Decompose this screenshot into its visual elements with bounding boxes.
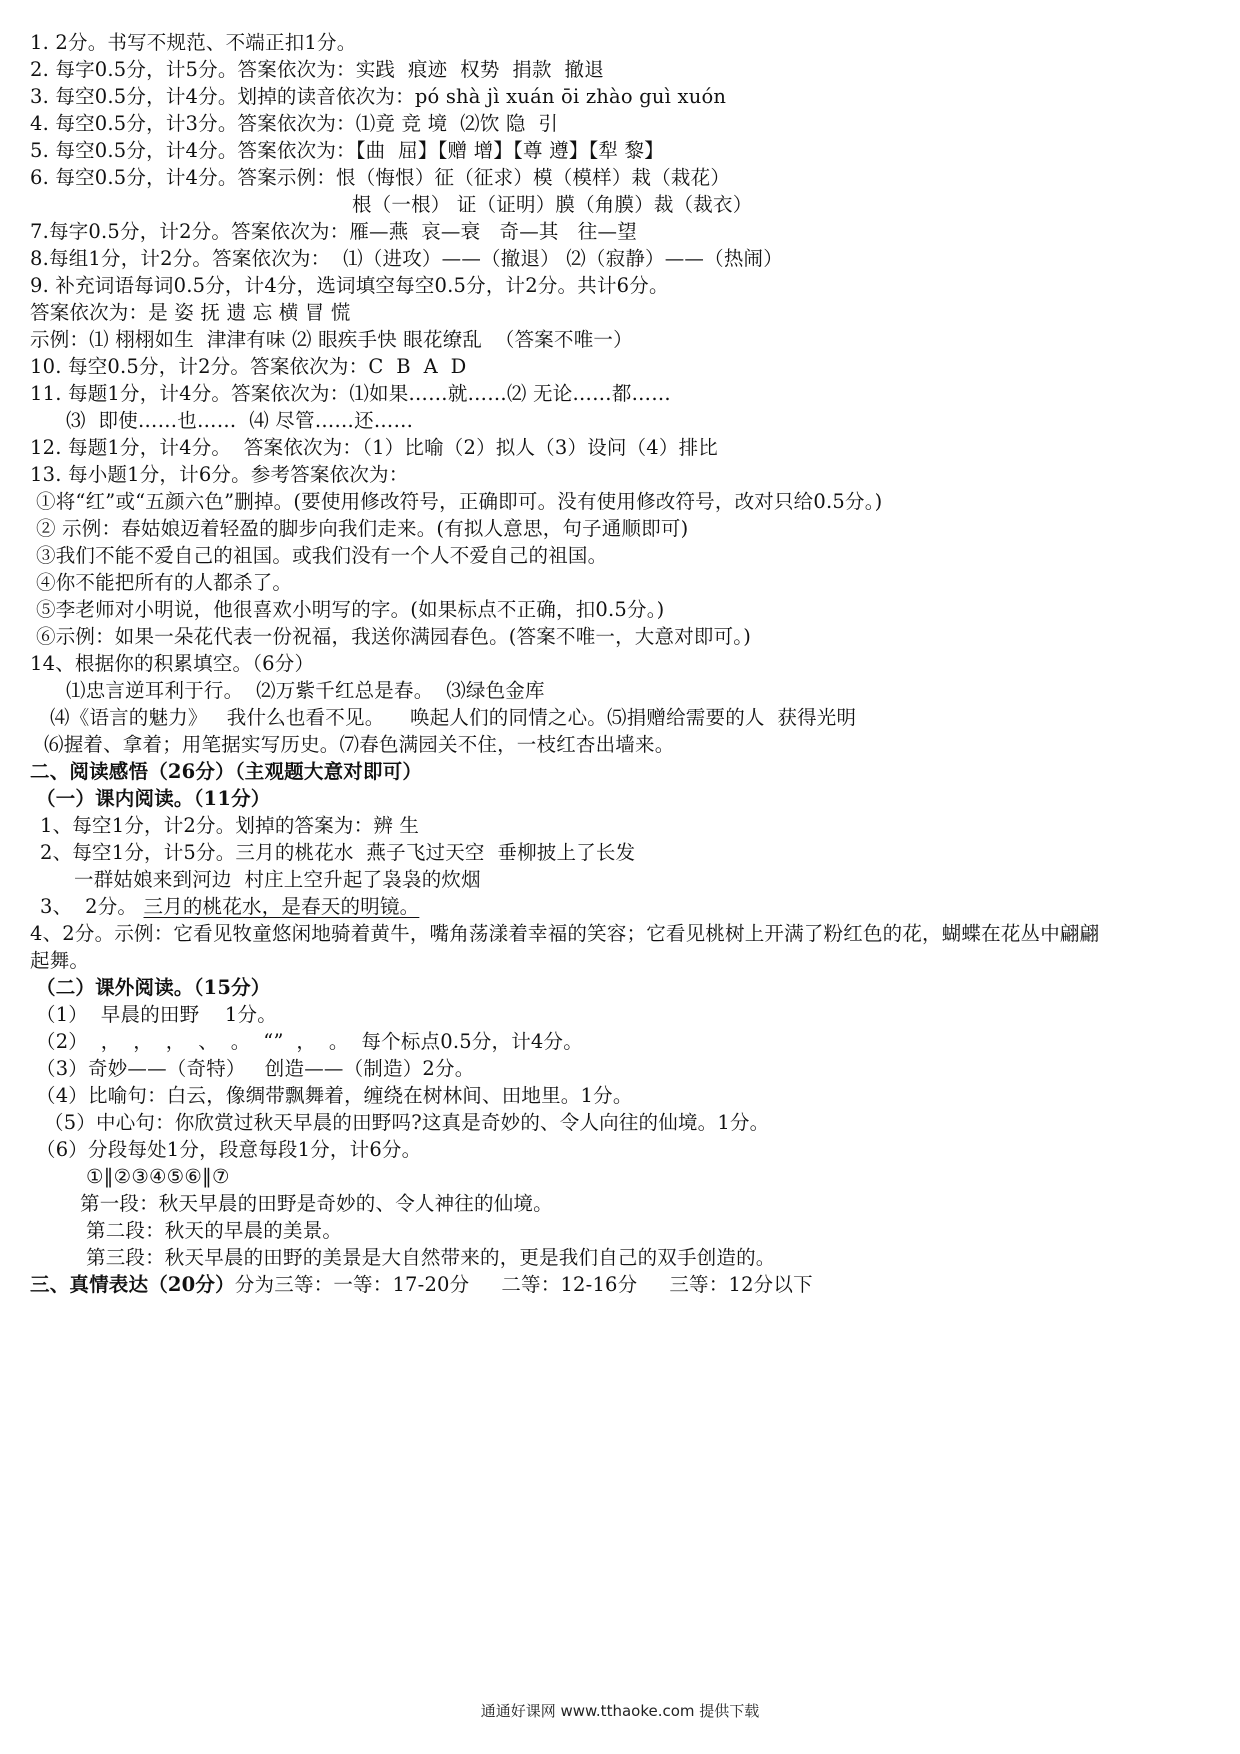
answer-line-13-3: ③我们不能不爱自己的祖国。或我们没有一个人不爱自己的祖国。 bbox=[36, 544, 608, 567]
answer-line-12: 12. 每题1分，计4分。 答案依次为：（1）比喻（2）拟人（3）设问（4）排比 bbox=[30, 436, 718, 459]
answer-line-13-6: ⑥示例：如果一朵花代表一份祝福，我送你满园春色。(答案不唯一，大意对即可。) bbox=[36, 625, 752, 648]
section-2-2-heading: （二）课外阅读。（15分） bbox=[36, 976, 271, 999]
answer-line-6-cont: 根（一根） 证（证明）膜（角膜）裁（裁衣） bbox=[352, 193, 753, 216]
answer-line-6: 6. 每空0.5分，计4分。答案示例：恨（悔恨）征（征求）模（模样）栽（栽花） bbox=[30, 166, 731, 189]
reading-line-1: 1、每空1分，计2分。划掉的答案为：辨 生 bbox=[40, 814, 420, 837]
extra-reading-2: （2） ， ， ， 、 。 “” ， 。 每个标点0.5分，计4分。 bbox=[36, 1030, 583, 1053]
section-3-grades: 分为三等：一等：17-20分 二等：12-16分 三等：12分以下 bbox=[234, 1273, 813, 1296]
answer-line-13-2: ② 示例：春姑娘迈着轻盈的脚步向我们走来。(有拟人意思，句子通顺即可) bbox=[36, 517, 689, 540]
answer-line-14-c: ⑹握着、拿着；用笔据实写历史。⑺春色满园关不住，一枝红杏出墙来。 bbox=[44, 733, 675, 756]
answer-line-13-1: ①将“红”或“五颜六色”删掉。(要使用修改符号，正确即可。没有使用修改符号，改对只给0.5分。) bbox=[36, 490, 883, 513]
extra-reading-6-para-1: 第一段：秋天早晨的田野是奇妙的、令人神往的仙境。 bbox=[80, 1192, 553, 1215]
answer-line-13-4: ④你不能把所有的人都杀了。 bbox=[36, 571, 293, 594]
extra-reading-6-para-2: 第二段：秋天的早晨的美景。 bbox=[86, 1219, 343, 1242]
section-2-heading: 二、阅读感悟（26分）（主观题大意对即可） bbox=[30, 760, 423, 783]
answer-line-8: 8.每组1分，计2分。答案依次为： ⑴（进攻）——（撤退） ⑵（寂静）——（热闹） bbox=[30, 247, 783, 270]
extra-reading-3: （3）奇妙——（奇特） 创造——（制造）2分。 bbox=[36, 1057, 475, 1080]
extra-reading-6: （6）分段每处1分，段意每段1分，计6分。 bbox=[36, 1138, 422, 1161]
reading-line-3-answer: 三月的桃花水，是春天的明镜。 bbox=[143, 895, 420, 918]
reading-line-3-score: 3、 2分。 bbox=[40, 895, 138, 918]
extra-reading-6-segments: ①‖②③④⑤⑥‖⑦ bbox=[86, 1165, 230, 1188]
answer-line-14-b: ⑷《语言的魅力》 我什么也看不见。 唤起人们的同情之心。⑸捐赠给需要的人 获得光明 bbox=[50, 706, 857, 729]
answer-line-1: 1. 2分。书写不规范、不端正扣1分。 bbox=[30, 31, 357, 54]
reading-line-2: 2、每空1分，计5分。三月的桃花水 燕子飞过天空 垂柳披上了长发 bbox=[40, 841, 636, 864]
answer-line-4: 4. 每空0.5分，计3分。答案依次为：⑴竟 竞 境 ⑵饮 隐 引 bbox=[30, 112, 559, 135]
reading-line-2-cont: 一群姑娘来到河边 村庄上空升起了袅袅的炊烟 bbox=[74, 868, 481, 891]
answer-line-11-cont: ⑶ 即使……也…… ⑷ 尽管……还…… bbox=[66, 409, 414, 432]
section-2-1-heading: （一）课内阅读。（11分） bbox=[36, 787, 271, 810]
answer-line-9-answers: 答案依次为：是 姿 抚 遗 忘 横 冒 慌 bbox=[30, 301, 351, 324]
answer-line-9-example: 示例：⑴ 栩栩如生 津津有味 ⑵ 眼疾手快 眼花缭乱 （答案不唯一） bbox=[30, 328, 633, 351]
footer-source: 通通好课网 www.tthaoke.com 提供下载 bbox=[480, 1702, 760, 1720]
section-3-line bbox=[30, 1270, 813, 1300]
answer-line-13: 13. 每小题1分，计6分。参考答案依次为： bbox=[30, 463, 409, 486]
extra-reading-5: （5）中心句：你欣赏过秋天早晨的田野吗?这真是奇妙的、令人向往的仙境。1分。 bbox=[44, 1111, 770, 1134]
section-3-heading: 三、真情表达（20分） bbox=[30, 1273, 235, 1296]
answer-line-13-5: ⑤李老师对小明说，他很喜欢小明写的字。(如果标点不正确，扣0.5分。) bbox=[36, 598, 665, 621]
answer-line-3: 3. 每空0.5分，计4分。划掉的读音依次为：pó shà jì xuán ōi zhào guì xuón bbox=[30, 85, 727, 108]
answer-line-2: 2. 每字0.5分，计5分。答案依次为：实践 痕迹 权势 捐款 撤退 bbox=[30, 58, 604, 81]
answer-line-10: 10. 每空0.5分，计2分。答案依次为：C B A D bbox=[30, 355, 467, 378]
extra-reading-4: （4）比喻句：白云，像绸带飘舞着，缠绕在树林间、田地里。1分。 bbox=[36, 1084, 633, 1107]
extra-reading-1: （1） 早晨的田野 1分。 bbox=[36, 1003, 277, 1026]
answer-line-11: 11. 每题1分，计4分。答案依次为：⑴如果……就……⑵ 无论……都…… bbox=[30, 382, 671, 405]
answer-line-5: 5. 每空0.5分，计4分。答案依次为：【曲 屈】【赠 增】【尊 遵】【犁 黎】 bbox=[30, 139, 664, 162]
reading-line-4: 4、2分。示例：它看见牧童悠闲地骑着黄牛，嘴角荡漾着幸福的笑容；它看见桃树上开满了粉红色的花，蝴蝶在花丛中翩翩 bbox=[30, 922, 1100, 945]
answer-line-14-a: ⑴忠言逆耳利于行。 ⑵万紫千红总是春。 ⑶绿色金库 bbox=[66, 679, 545, 702]
answer-line-14: 14、根据你的积累填空。（6分） bbox=[30, 652, 315, 675]
reading-line-3 bbox=[40, 892, 419, 922]
answer-line-7: 7.每字0.5分，计2分。答案依次为：雁—燕 哀—衰 奇—其 往—望 bbox=[30, 220, 637, 243]
reading-line-4-cont: 起舞。 bbox=[30, 949, 90, 972]
extra-reading-6-para-3: 第三段：秋天早晨的田野的美景是大自然带来的，更是我们自己的双手创造的。 bbox=[86, 1246, 776, 1269]
answer-line-9: 9. 补充词语每词0.5分，计4分，选词填空每空0.5分，计2分。共计6分。 bbox=[30, 274, 669, 297]
